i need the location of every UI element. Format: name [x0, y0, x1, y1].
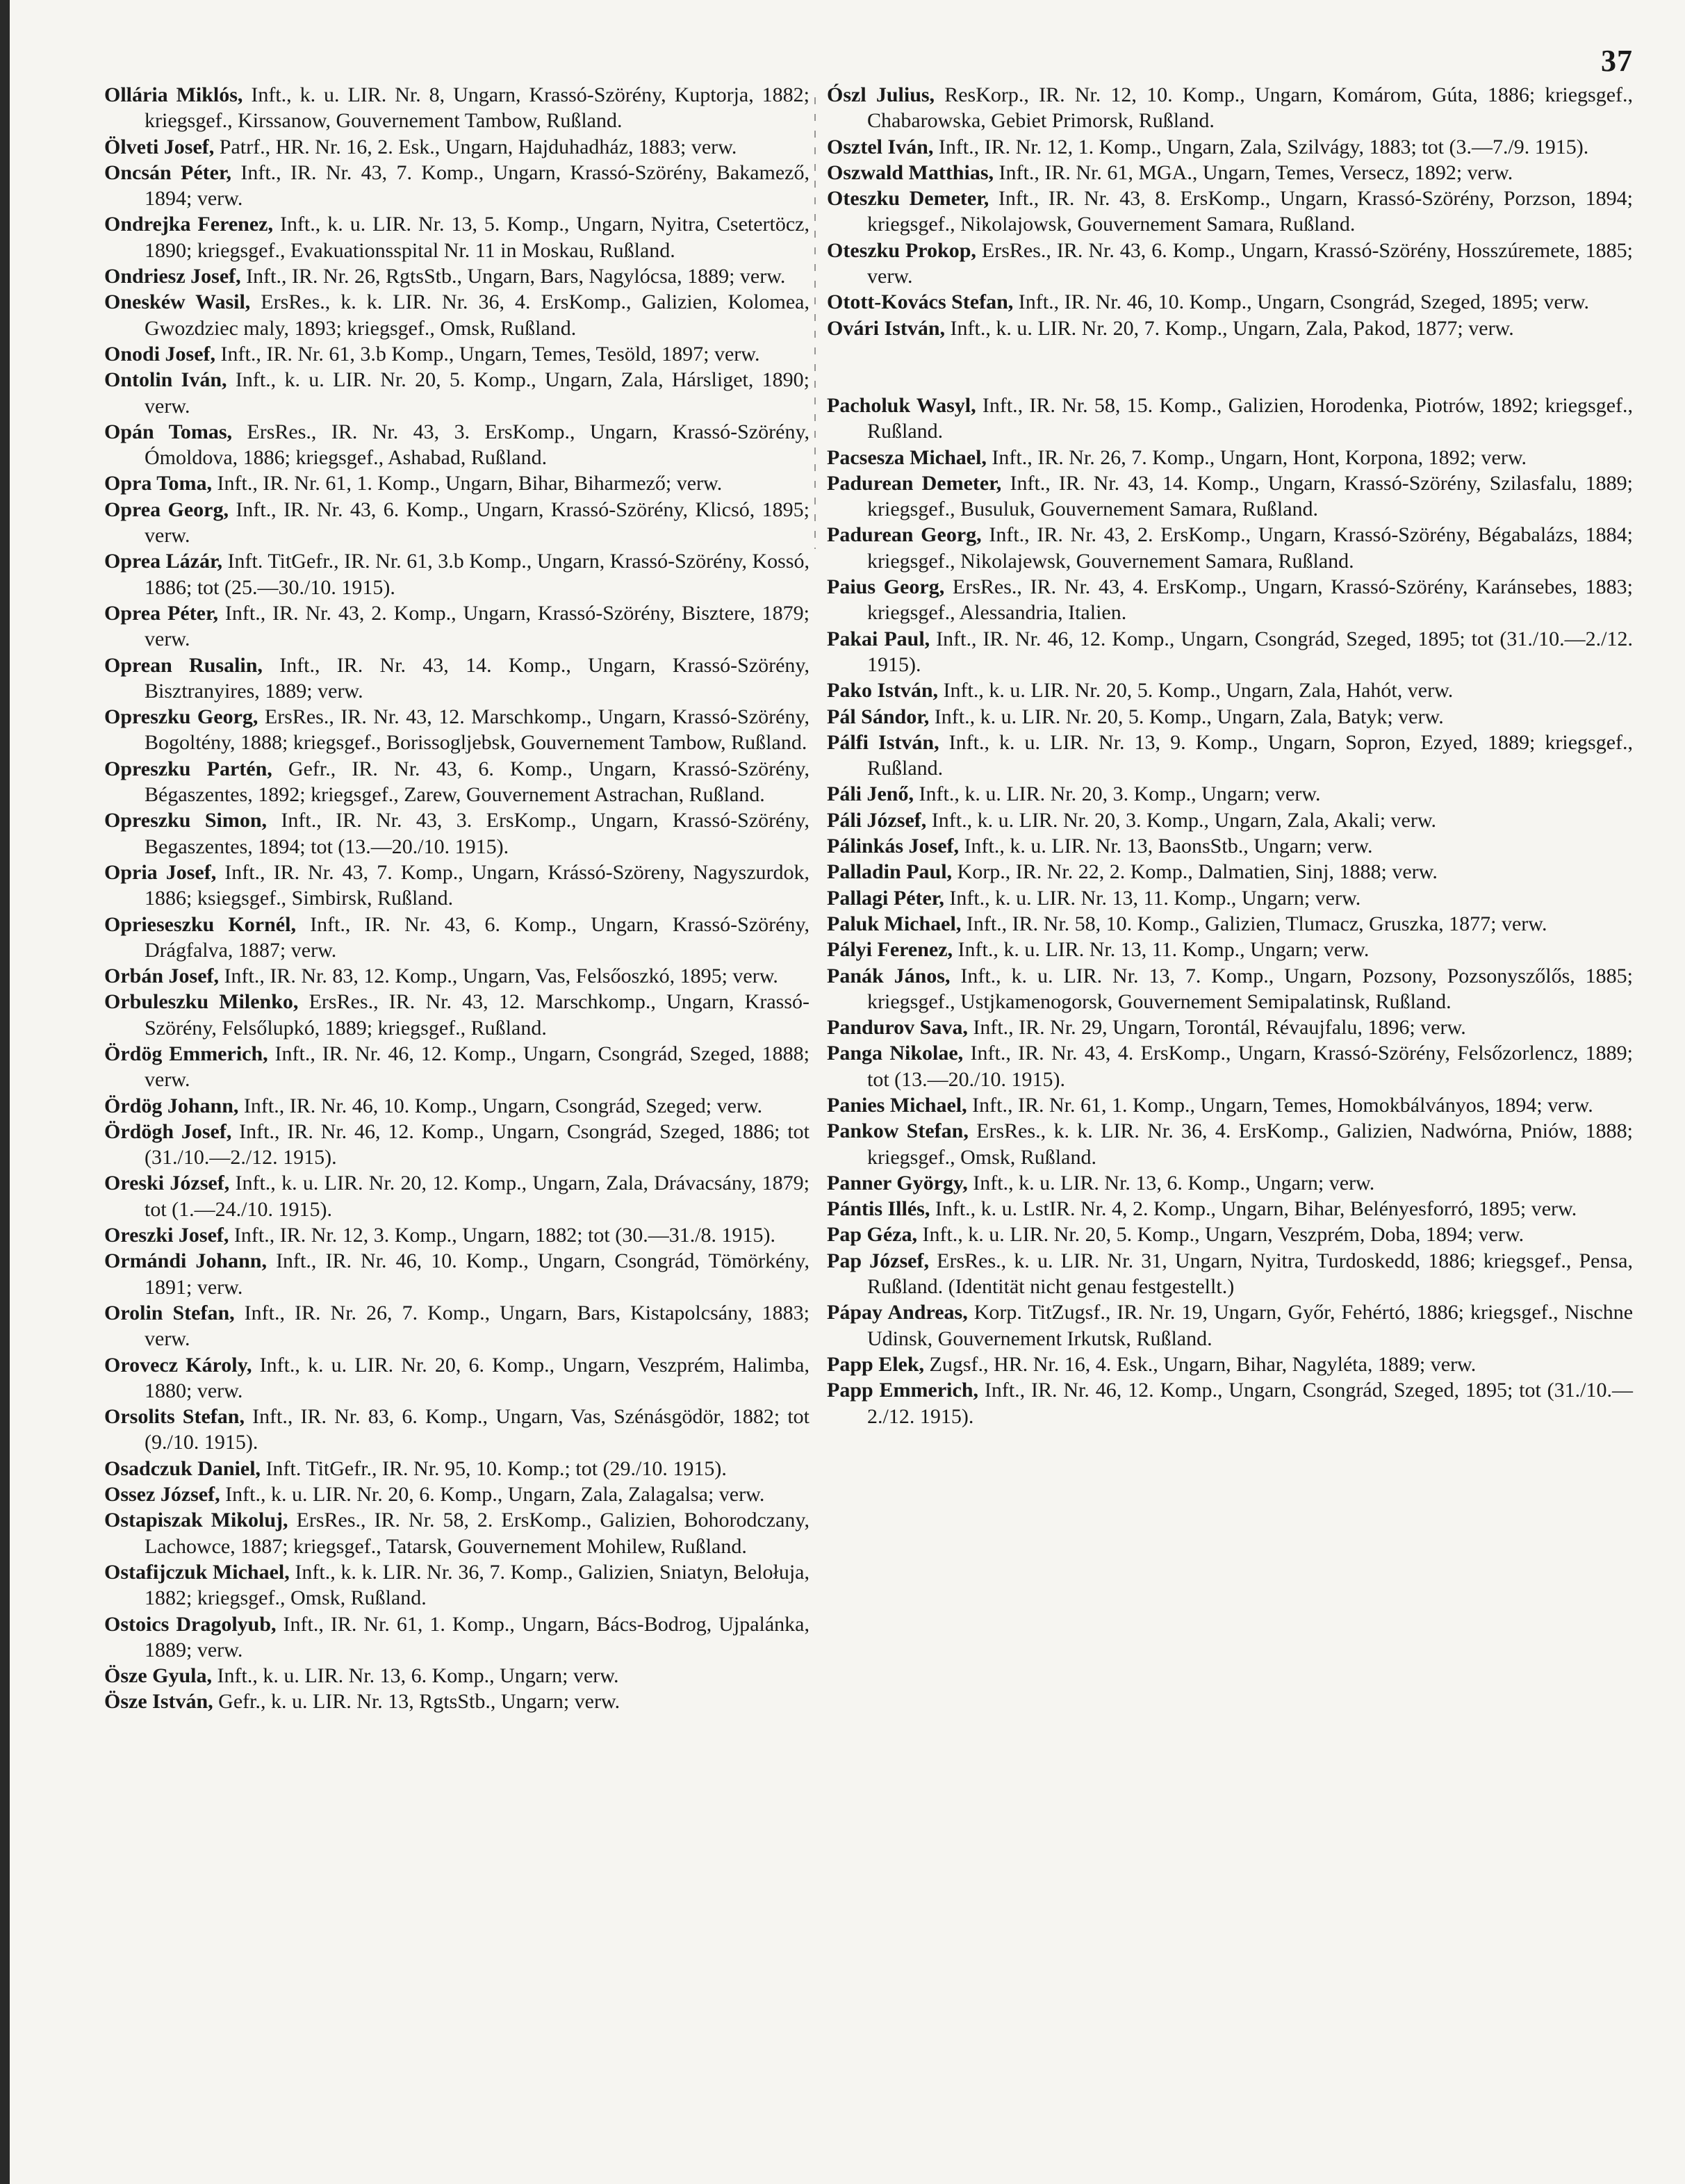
list-entry — [827, 1170, 1633, 1196]
list-entry — [104, 1093, 809, 1119]
entry-name: Páli Jenő, — [827, 782, 914, 806]
entry-name: Opria Josef, — [104, 860, 217, 884]
entry-details: Inft., k. u. LIR. Nr. 20, 12. Komp., Ungarn, Zala, Drávacsány, 1879; tot (1.—24./10. 1915). — [145, 1172, 809, 1221]
list-entry — [104, 497, 809, 549]
entry-details: Inft., IR. Nr. 61, 3.b Komp., Ungarn, Temes, Tesöld, 1897; verw. — [215, 342, 760, 366]
entry-name: Ördög Johann, — [104, 1094, 239, 1117]
entry-name: Oprea Lázár, — [104, 550, 223, 573]
list-entry — [827, 1118, 1633, 1170]
entry-details: Inft., k. u. LIR. Nr. 20, 6. Komp., Ungarn, Zala, Zalagalsa; verw. — [220, 1483, 765, 1506]
entry-details: ErsRes., k. k. LIR. Nr. 36, 4. ErsKomp., Galizien, Nadwórna, Pniów, 1888; kriegsgef., Omsk, Rußland. — [867, 1119, 1633, 1169]
list-entry — [827, 445, 1633, 470]
list-entry — [104, 756, 809, 808]
entry-details: Gefr., IR. Nr. 43, 6. Komp., Ungarn, Krassó-Szörény, Bégaszentes, 1892; kriegsgef., Zarew, Gouvernement Astrachan, Rußland. — [145, 757, 809, 807]
list-entry — [104, 470, 809, 496]
entry-details: Inft. TitGefr., IR. Nr. 95, 10. Komp.; tot (29./10. 1915). — [261, 1456, 727, 1480]
list-entry — [827, 911, 1633, 937]
entry-name: Pako István, — [827, 679, 939, 703]
entry-details: Inft., IR. Nr. 43, 7. Komp., Ungarn, Krássó-Szöreny, Nagyszurdok, 1886; ksiegsgef., Simbirsk, Rußland. — [145, 860, 809, 910]
list-entry — [827, 781, 1633, 807]
list-entry — [104, 82, 809, 134]
entry-name: Pankow Stefan, — [827, 1119, 969, 1143]
entry-name: Ostafijczuk Michael, — [104, 1560, 290, 1584]
entry-name: Opra Toma, — [104, 472, 213, 495]
list-entry — [827, 859, 1633, 885]
entry-details: Inft., IR. Nr. 61, 1. Komp., Ungarn, Bihar, Biharmező; verw. — [212, 472, 723, 495]
entry-name: Oneskéw Wasil, — [104, 290, 251, 314]
list-entry — [104, 1456, 809, 1481]
entry-details: Inft., IR. Nr. 29, Ungarn, Torontál, Révaujfalu, 1896; verw. — [967, 1016, 1466, 1040]
list-entry — [827, 1248, 1633, 1300]
entry-name: Paius Georg, — [827, 575, 945, 599]
entry-name: Ovári István, — [827, 316, 946, 340]
entry-name: Papp Elek, — [827, 1352, 925, 1376]
list-entry — [104, 1689, 809, 1714]
list-entry — [827, 1015, 1633, 1040]
entry-name: Otott-Kovács Stefan, — [827, 290, 1014, 314]
entry-details: Inft., k. u. LIR. Nr. 20, 6. Komp., Ungarn, Veszprém, Halimba, 1880; verw. — [145, 1353, 809, 1402]
list-entry — [104, 1119, 809, 1171]
entry-name: Osadczuk Daniel, — [104, 1456, 261, 1480]
entry-name: Ondriesz Josef, — [104, 265, 241, 288]
list-entry — [827, 1092, 1633, 1118]
entry-name: Panák János, — [827, 964, 951, 987]
entry-details: Inft., k. u. LIR. Nr. 13, 11. Komp., Ungarn; verw. — [944, 886, 1361, 910]
list-entry — [104, 1507, 809, 1559]
entry-details: Inft., IR. Nr. 26, 7. Komp., Ungarn, Hont, Korpona, 1892; verw. — [986, 445, 1527, 469]
list-entry — [104, 1559, 809, 1611]
entry-name: Oteszku Demeter, — [827, 187, 989, 211]
entry-name: Pál Sándor, — [827, 705, 930, 728]
list-entry — [104, 963, 809, 989]
entry-details: Inft., IR. Nr. 46, 12. Komp., Ungarn, Csongrád, Szeged, 1895; tot (31./10.—2./12. 1915). — [867, 1379, 1633, 1428]
list-entry — [827, 574, 1633, 626]
list-entry — [827, 186, 1633, 238]
entry-name: Pap Géza, — [827, 1223, 917, 1247]
list-entry — [827, 470, 1633, 523]
entry-name: Ossez József, — [104, 1483, 220, 1506]
list-entry — [104, 367, 809, 419]
entry-name: Oteszku Prokop, — [827, 238, 976, 262]
entry-name: Panga Nikolae, — [827, 1042, 964, 1065]
entry-details: Inft., k. u. LIR. Nr. 20, 7. Komp., Ungarn, Zala, Pakod, 1877; verw. — [945, 316, 1514, 340]
entry-name: Oprea Georg, — [104, 498, 229, 521]
list-entry — [104, 341, 809, 367]
entry-details: Inft., IR. Nr. 26, RgtsStb., Ungarn, Bars, Nagylócsa, 1889; verw. — [240, 265, 786, 288]
column-divider — [814, 97, 816, 549]
list-entry — [104, 1041, 809, 1093]
entry-name: Ostapiszak Mikoluj, — [104, 1509, 288, 1532]
list-entry — [827, 1299, 1633, 1352]
entry-details: Inft., IR. Nr. 46, 12. Komp., Ungarn, Csongrád, Szeged, 1888; verw. — [145, 1042, 809, 1092]
entry-details: Inft., IR. Nr. 43, 2. ErsKomp., Ungarn, Krassó-Szörény, Bégabalázs, 1884; kriegsgef., Nikolajewsk, Gouvernement Samara, Rußland. — [867, 523, 1633, 573]
entry-details: Inft., IR. Nr. 46, 10. Komp., Ungarn, Csongrád, Szeged; verw. — [238, 1094, 763, 1117]
entry-name: Padurean Georg, — [827, 523, 982, 547]
entry-name: Opreszku Georg, — [104, 705, 258, 729]
list-entry — [104, 989, 809, 1041]
entry-name: Pálinkás Josef, — [827, 835, 960, 858]
entry-details: Inft., IR. Nr. 61, 1. Komp., Ungarn, Bács-Bodrog, Ujpalánka, 1889; verw. — [145, 1612, 810, 1661]
entry-name: Ördög Emmerich, — [104, 1042, 268, 1065]
list-entry — [827, 1222, 1633, 1247]
entry-details: Inft., IR. Nr. 58, 10. Komp., Galizien, Tlumacz, Gruszka, 1877; verw. — [961, 912, 1547, 935]
list-entry — [104, 419, 809, 471]
list-entry — [104, 1300, 809, 1352]
list-entry — [104, 134, 809, 160]
entry-name: Pandurov Sava, — [827, 1016, 968, 1040]
entry-details: ErsRes., IR. Nr. 43, 12. Marschkomp., Ungarn, Krassó-Szörény, Bogoltény, 1888; kriegsgef., Borissoglјebsk, Gouvernement Tambow, Rußland. — [145, 705, 810, 755]
list-entry — [104, 912, 809, 964]
entry-name: Ölveti Josef, — [104, 135, 215, 158]
entry-name: Padurean Demeter, — [827, 471, 1002, 495]
entry-details: Inft., k. u. LstIR. Nr. 4, 2. Komp., Ungarn, Bihar, Belényesforró, 1895; verw. — [930, 1197, 1577, 1221]
entry-details: Inft., k. u. LIR. Nr. 20, 3. Komp., Ungarn; verw. — [914, 782, 1321, 806]
list-entry — [827, 963, 1633, 1015]
entry-name: Papp Emmerich, — [827, 1379, 979, 1402]
list-entry — [104, 1352, 809, 1404]
list-entry — [104, 1222, 809, 1248]
left-column — [104, 82, 809, 1715]
entry-details: Inft., k. k. LIR. Nr. 36, 7. Komp., Galizien, Sniatyn, Belołuja, 1882; kriegsgef., Omsk, Rußland. — [145, 1560, 810, 1610]
list-entry — [827, 678, 1633, 703]
entry-details: Inft., IR. Nr. 46, 10. Komp., Ungarn, Csongrád, Szeged, 1895; verw. — [1013, 290, 1590, 314]
entry-details: Inft., IR. Nr. 43, 14. Komp., Ungarn, Krassó-Szörény, Bisztranyires, 1889; verw. — [145, 653, 809, 703]
list-entry — [104, 704, 809, 756]
scan-binding-edge — [0, 0, 10, 2184]
entry-name: Ostoics Dragolyub, — [104, 1612, 277, 1636]
list-entry — [827, 315, 1633, 341]
right-column-o-entries — [827, 82, 1633, 341]
entry-name: Ondrejka Ferenez, — [104, 213, 273, 236]
entry-name: Pallagi Péter, — [827, 886, 944, 910]
entry-name: Panner György, — [827, 1171, 968, 1194]
entry-details: ErsRes., k. u. LIR. Nr. 31, Ungarn, Nyitra, Turdoskedd, 1886; kriegsgef., Pensa, Rußland. (Identität nicht genau festgestellt.) — [867, 1249, 1633, 1299]
entry-details: Inft., IR. Nr. 46, 10. Komp., Ungarn, Csongrád, Tömörkény, 1891; verw. — [145, 1249, 809, 1299]
entry-name: Orolin Stefan, — [104, 1301, 235, 1324]
entry-name: Ormándi Johann, — [104, 1249, 267, 1273]
list-entry — [827, 522, 1633, 574]
entry-details: Inft., IR. Nr. 43, 6. Komp., Ungarn, Krassó-Szörény, Drágfalva, 1887; verw. — [145, 912, 809, 962]
entry-details: ErsRes., IR. Nr. 58, 2. ErsKomp., Galizien, Bohorodczany, Lachowce, 1887; kriegsgef., Tatarsk, Gouvernement Mohilew, Rußland. — [145, 1509, 809, 1558]
list-entry — [827, 1377, 1633, 1429]
entry-details: Inft., k. u. LIR. Nr. 13, 6. Komp., Ungarn; verw. — [967, 1171, 1375, 1194]
list-entry — [827, 82, 1633, 134]
entry-details: Inft., IR. Nr. 83, 12. Komp., Ungarn, Vas, Felsőoszkó, 1895; verw. — [219, 964, 778, 988]
entry-details: Inft., k. u. LIR. Nr. 13, 7. Komp., Ungarn, Pozsony, Pozsonyszőlős, 1885; kriegsgef., Ustjkamenogorsk, Gouvernement Semipalatinsk, Rußland. — [867, 964, 1633, 1013]
list-entry — [827, 134, 1633, 160]
entry-details: Inft., IR. Nr. 46, 12. Komp., Ungarn, Csongrád, Szeged, 1895; tot (31./10.—2./12. 1915). — [867, 627, 1633, 676]
entry-details: Inft., IR. Nr. 43, 8. ErsKomp., Ungarn, Krassó-Szörény, Porzson, 1894; kriegsgef., Nikolajowsk, Gouvernement Samara, Rußland. — [867, 187, 1633, 236]
entry-name: Pap József, — [827, 1249, 929, 1272]
entry-details: ErsRes., IR. Nr. 43, 4. ErsKomp., Ungarn, Krassó-Szörény, Karánsebes, 1883; kriegsgef., Alessandria, Italien. — [867, 575, 1633, 625]
entry-details: Inft., k. u. LIR. Nr. 20, 5. Komp., Ungarn, Zala, Hahót, verw. — [938, 679, 1454, 703]
entry-name: Opreszku Partén, — [104, 757, 272, 780]
list-entry — [827, 937, 1633, 962]
entry-name: Oreszki Josef, — [104, 1224, 229, 1247]
entry-details: Inft., IR. Nr. 12, 1. Komp., Ungarn, Zala, Szilvágy, 1883; tot (3.—7./9. 1915). — [933, 135, 1589, 158]
list-entry — [104, 289, 809, 341]
list-entry — [104, 1170, 809, 1222]
list-entry — [827, 626, 1633, 678]
entry-name: Ószl Julius, — [827, 83, 935, 106]
list-entry — [827, 730, 1633, 782]
list-entry — [827, 1040, 1633, 1092]
entry-details: Inft., IR. Nr. 43, 4. ErsKomp., Ungarn, Krassó-Szörény, Felsőzorlencz, 1889; tot (13.—20./10. 1915). — [867, 1042, 1633, 1091]
entry-name: Pápay Andreas, — [827, 1301, 968, 1324]
list-entry — [104, 1663, 809, 1689]
list-entry — [827, 1352, 1633, 1377]
entry-details: Korp., IR. Nr. 22, 2. Komp., Dalmatien, Sinj, 1888; verw. — [952, 860, 1438, 884]
entry-details: Inft., IR. Nr. 12, 3. Komp., Ungarn, 1882; tot (30.—31./8. 1915). — [229, 1224, 776, 1247]
entry-details: Inft., k. u. LIR. Nr. 13, BaonsStb., Ungarn; verw. — [959, 835, 1373, 858]
list-entry — [827, 885, 1633, 911]
entry-details: Inft., IR. Nr. 43, 6. Komp., Ungarn, Krassó-Szörény, Klicsó, 1895; verw. — [145, 498, 809, 548]
entry-details: Inft., IR. Nr. 83, 6. Komp., Ungarn, Vas, Szénásgödör, 1882; tot (9./10. 1915). — [145, 1405, 809, 1454]
entry-name: Orovecz Károly, — [104, 1353, 252, 1377]
entry-name: Ollária Miklós, — [104, 83, 243, 106]
list-entry — [104, 548, 809, 600]
entry-name: Orsolits Stefan, — [104, 1405, 245, 1429]
section-break — [827, 341, 1633, 393]
entry-details: Inft., IR. Nr. 43, 2. Komp., Ungarn, Krassó-Szörény, Bisztere, 1879; verw. — [145, 601, 809, 651]
entry-details: Zugsf., HR. Nr. 16, 4. Esk., Ungarn, Bihar, Nagyléta, 1889; verw. — [924, 1352, 1477, 1376]
list-entry — [104, 807, 809, 860]
list-entry — [104, 1404, 809, 1456]
list-entry — [827, 160, 1633, 186]
entry-details: Inft., IR. Nr. 43, 14. Komp., Ungarn, Krassó-Szörény, Szilasfalu, 1889; kriegsgef., Busuluk, Gouvernement Samara, Rußland. — [867, 471, 1634, 521]
entry-name: Osztel Iván, — [827, 135, 934, 158]
list-entry — [827, 807, 1633, 833]
list-entry — [104, 160, 809, 212]
entry-name: Palladin Paul, — [827, 860, 953, 884]
entry-name: Paluk Michael, — [827, 912, 962, 935]
entry-details: ErsRes., IR. Nr. 43, 12. Marschkomp., Ungarn, Krassó-Szörény, Felsőlupkó, 1889; kriegsgef., Rußland. — [145, 990, 809, 1040]
entry-name: Ördögh Josef, — [104, 1119, 232, 1143]
entry-name: Opreszku Simon, — [104, 809, 268, 832]
entry-name: Oprieseszku Kornél, — [104, 912, 296, 936]
entry-details: Inft., k. u. LIR. Nr. 13, 9. Komp., Ungarn, Sopron, Ezyed, 1889; kriegsgef., Rußland. — [867, 730, 1634, 780]
list-entry — [827, 289, 1633, 315]
entry-details: Inft., k. u. LIR. Nr. 8, Ungarn, Krassó-Szörény, Kuptorja, 1882; kriegsgef., Kirssanow, Gouvernement Tambow, Rußland. — [145, 83, 809, 133]
entry-name: Oszwald Matthias, — [827, 161, 994, 184]
list-entry — [104, 860, 809, 912]
entry-details: Inft., k. u. LIR. Nr. 20, 3. Komp., Ungarn, Zala, Akali; verw. — [926, 808, 1437, 832]
entry-name: Orbán Josef, — [104, 964, 219, 988]
entry-name: Ösze István, — [104, 1690, 213, 1714]
entry-details: Patrf., HR. Nr. 16, 2. Esk., Ungarn, Hajduhadház, 1883; verw. — [214, 135, 737, 158]
entry-name: Páli József, — [827, 808, 927, 832]
list-entry — [104, 600, 809, 652]
list-entry — [104, 1481, 809, 1507]
list-entry — [104, 211, 809, 263]
entry-details: Gefr., k. u. LIR. Nr. 13, RgtsStb., Ungarn; verw. — [213, 1690, 620, 1714]
entry-details: Inft., k. u. LIR. Nr. 13, 11. Komp., Ungarn; verw. — [953, 938, 1370, 962]
entry-details: ResKorp., IR. Nr. 12, 10. Komp., Ungarn, Komárom, Gúta, 1886; kriegsgef., Chabarowska, Gebiet Primorsk, Rußland. — [867, 83, 1634, 133]
entry-name: Ontolin Iván, — [104, 368, 227, 392]
entry-details: Inft., IR. Nr. 46, 12. Komp., Ungarn, Csongrád, Szeged, 1886; tot (31./10.—2./12. 1915). — [145, 1119, 809, 1169]
entry-details: Inft., IR. Nr. 58, 15. Komp., Galizien, Horodenka, Piotrów, 1892; kriegsgef., Rußland. — [867, 393, 1633, 443]
entry-name: Pántis Illés, — [827, 1197, 930, 1221]
entry-name: Oprean Rusalin, — [104, 653, 263, 677]
entry-name: Oprea Péter, — [104, 601, 219, 625]
entry-details: Inft., k. u. LIR. Nr. 20, 5. Komp., Ungarn, Zala, Hársliget, 1890; verw. — [145, 368, 809, 418]
entry-name: Oncsán Péter, — [104, 161, 232, 184]
entry-details: Inft., k. u. LIR. Nr. 13, 5. Komp., Ungarn, Nyitra, Csetertöcz, 1890; kriegsgef., Evakuationsspital Nr. 11 in Moskau, Rußland. — [145, 213, 809, 262]
entry-details: ErsRes., IR. Nr. 43, 6. Komp., Ungarn, Krassó-Szörény, Hosszúremete, 1885; verw. — [867, 238, 1633, 288]
list-entry — [104, 1248, 809, 1300]
entry-details: Inft., IR. Nr. 61, MGA., Ungarn, Temes, Versecz, 1892; verw. — [994, 161, 1513, 184]
entry-details: Inft., k. u. LIR. Nr. 20, 5. Komp., Ungarn, Zala, Batyk; verw. — [929, 705, 1444, 728]
list-entry — [104, 263, 809, 289]
entry-details: Korp. TitZugsf., IR. Nr. 19, Ungarn, Győr, Fehértó, 1886; kriegsgef., Nischne Udinsk, Gouvernement Irkutsk, Rußland. — [867, 1301, 1634, 1350]
entry-details: ErsRes., IR. Nr. 43, 3. ErsKomp., Ungarn, Krassó-Szörény, Ómoldova, 1886; kriegsgef., Ashabad, Rußland. — [145, 420, 809, 470]
entry-name: Onodi Josef, — [104, 342, 216, 366]
entry-details: Inft., IR. Nr. 61, 1. Komp., Ungarn, Temes, Homokbálványos, 1894; verw. — [967, 1093, 1593, 1117]
entry-name: Pacholuk Wasyl, — [827, 393, 976, 417]
right-column-p-entries — [827, 393, 1633, 1429]
entry-name: Opán Tomas, — [104, 420, 233, 443]
page-number: 37 — [1601, 44, 1633, 78]
list-entry — [104, 1611, 809, 1664]
list-entry — [104, 652, 809, 705]
list-entry — [827, 1196, 1633, 1222]
entry-name: Panies Michael, — [827, 1093, 967, 1117]
entry-name: Pacsesza Michael, — [827, 445, 987, 469]
list-entry — [827, 833, 1633, 859]
entry-details: Inft., IR. Nr. 26, 7. Komp., Ungarn, Bars, Kistapolcsány, 1883; verw. — [145, 1301, 809, 1351]
entry-name: Orbuleszku Milenko, — [104, 990, 299, 1014]
entry-details: Inft., IR. Nr. 43, 7. Komp., Ungarn, Krassó-Szörény, Bakamező, 1894; verw. — [145, 161, 810, 211]
right-column — [827, 82, 1633, 1429]
entry-details: Inft., k. u. LIR. Nr. 20, 5. Komp., Ungarn, Veszprém, Doba, 1894; verw. — [917, 1223, 1524, 1247]
entry-name: Oreski József, — [104, 1172, 230, 1195]
entry-details: ErsRes., k. k. LIR. Nr. 36, 4. ErsKomp., Galizien, Kolomea, Gwozdziec maly, 1893; kriegsgef., Omsk, Rußland. — [145, 290, 810, 340]
entry-details: Inft. TitGefr., IR. Nr. 61, 3.b Komp., Ungarn, Krassó-Szörény, Kossó, 1886; tot (25.—30./10. 1915). — [145, 550, 809, 599]
entry-name: Pályi Ferenez, — [827, 938, 953, 962]
entry-name: Pálfi István, — [827, 730, 939, 754]
list-entry — [827, 393, 1633, 445]
entry-name: Ösze Gyula, — [104, 1664, 212, 1688]
entry-details: Inft., k. u. LIR. Nr. 13, 6. Komp., Ungarn; verw. — [212, 1664, 619, 1688]
entry-details: Inft., IR. Nr. 43, 3. ErsKomp., Ungarn, Krassó-Szörény, Begaszentes, 1894; tot (13.—20./10. 1915). — [145, 809, 809, 858]
list-entry — [827, 704, 1633, 730]
entry-name: Pakai Paul, — [827, 627, 930, 650]
list-entry — [827, 238, 1633, 290]
